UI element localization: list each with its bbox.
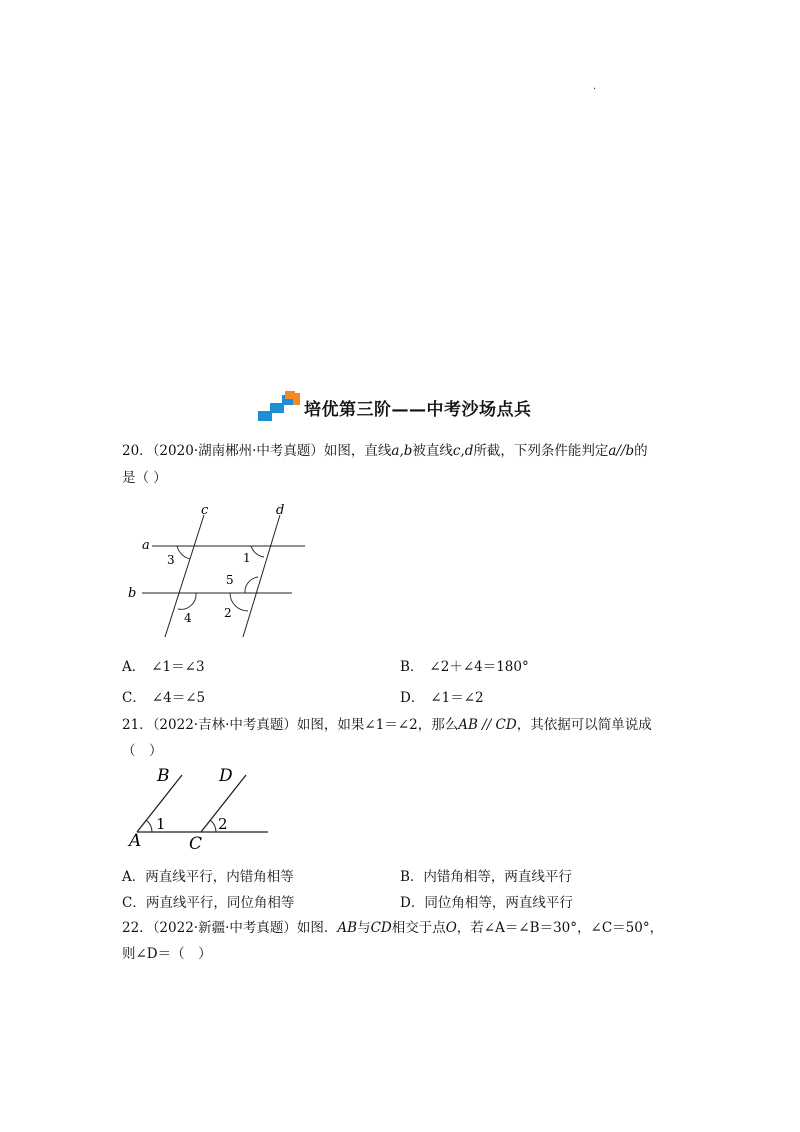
option-text: ∠1＝∠2	[430, 690, 484, 706]
q22-source: （2022·新疆·中考真题）	[152, 920, 297, 936]
q22-text-3: 相交于点	[391, 920, 446, 936]
angle-label-5: 5	[226, 573, 234, 587]
q22-var-o: O	[445, 920, 457, 936]
option-letter: C．	[122, 895, 146, 911]
option-text: 同位角相等，两直线平行	[424, 895, 573, 911]
option-text: 两直线平行，内错角相等	[145, 869, 294, 885]
q20-text-4: 的	[634, 443, 648, 459]
q21-source: （2022·吉林·中考真题）	[152, 717, 297, 733]
q21-text-1: 如图，如果∠1＝∠2，那么	[296, 717, 459, 733]
point-label-c: C	[189, 834, 203, 853]
q20-option-b[interactable]	[400, 655, 529, 675]
q20-stem-line1	[122, 441, 648, 461]
option-letter: A．	[122, 659, 146, 675]
angle-2-arc	[210, 820, 216, 832]
label-d: d	[276, 503, 285, 518]
label-c: c	[201, 503, 209, 518]
q22-number: 22．	[122, 920, 153, 936]
q20-source: （2020·湖南郴州·中考真题）	[152, 443, 324, 459]
q22-stem-line1	[122, 918, 663, 938]
q20-text-3: 所截，下列条件能判定	[473, 443, 609, 459]
q20-var-cd: c,d	[452, 443, 474, 459]
point-label-d: D	[219, 766, 233, 786]
label-a: a	[142, 538, 150, 553]
angle-label-1: 1	[243, 551, 251, 565]
angle-3-arc	[177, 546, 190, 559]
stair-blocks-icon	[258, 391, 300, 423]
q21-option-c[interactable]	[122, 891, 294, 911]
angle-2-arc	[230, 593, 248, 611]
angle-label-2: 2	[224, 606, 232, 620]
q21-option-a[interactable]	[122, 865, 294, 885]
angle-label-3: 3	[167, 553, 175, 567]
q21-figure	[125, 763, 275, 853]
line-d	[243, 515, 280, 637]
q20-option-c[interactable]	[122, 686, 205, 706]
q20-text-2: 被直线	[412, 443, 453, 459]
angle-5-arc	[245, 577, 258, 593]
option-letter: B．	[400, 659, 424, 675]
q20-var-parallel: a//b	[608, 443, 635, 459]
q21-option-d[interactable]	[400, 891, 573, 911]
point-label-a: A	[129, 831, 142, 851]
option-text: ∠4＝∠5	[151, 690, 206, 706]
angle-4-arc	[178, 593, 196, 609]
q22-stem-line2: 则∠D＝（ ）	[122, 946, 212, 962]
q21-number: 21．	[122, 717, 153, 733]
q20-number: 20．	[122, 443, 153, 459]
angle-label-4: 4	[184, 611, 192, 625]
q22-text-2: 与	[357, 920, 371, 936]
q20-option-d[interactable]	[400, 686, 484, 706]
option-letter: C．	[122, 690, 146, 706]
q22-text-1: 如图．	[296, 920, 338, 936]
option-letter: A．	[122, 869, 146, 885]
q20-figure	[120, 500, 320, 645]
option-letter: D．	[400, 690, 425, 706]
option-text: 两直线平行，同位角相等	[145, 895, 295, 911]
angle-1-arc	[146, 820, 152, 832]
q20-text-1: 如图，直线	[323, 443, 392, 459]
q20-stem-line2: 是（ ）	[122, 470, 167, 486]
angle-1-arc	[251, 546, 264, 557]
q22-var-cd: CD	[370, 920, 392, 936]
q20-option-a[interactable]	[122, 655, 205, 675]
point-label-b: B	[157, 766, 170, 786]
q20-var-ab: a,b	[391, 443, 413, 459]
q22-text-4: ，若∠A＝∠B＝30°，∠C＝50°，	[456, 920, 664, 936]
q21-var-parallel: AB // CD	[458, 717, 517, 733]
q21-stem-line1	[122, 715, 652, 735]
q21-stem-line2: （ ）	[122, 743, 163, 759]
section-title-text: 培优第三阶——中考沙场点兵	[304, 399, 532, 420]
header-mark: ·	[593, 84, 597, 95]
q21-option-b[interactable]	[400, 865, 572, 885]
option-letter: B．	[400, 869, 424, 885]
option-text: ∠1＝∠3	[151, 659, 205, 675]
option-letter: D．	[400, 895, 425, 911]
q22-var-ab: AB	[337, 920, 358, 936]
option-text: ∠2＋∠4＝180°	[429, 659, 529, 675]
label-b: b	[128, 586, 137, 601]
q21-text-2: ，其依据可以简单说成	[516, 717, 652, 733]
angle-label-2: 2	[218, 815, 228, 833]
angle-label-1: 1	[156, 815, 166, 833]
option-text: 内错角相等，两直线平行	[423, 869, 572, 885]
section-title	[258, 392, 532, 422]
